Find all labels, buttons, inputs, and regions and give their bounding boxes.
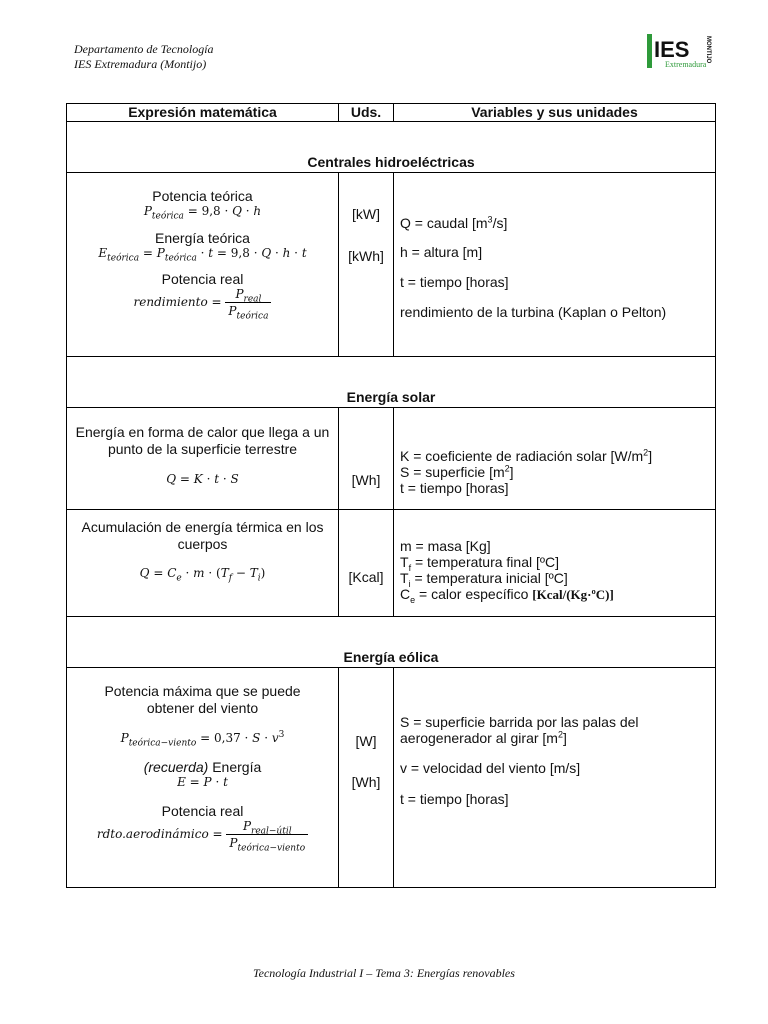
wind-var-surface: S = superficie barrida por las palas del aerogenerador al girar $[m^2]$ [400, 714, 639, 746]
school-logo [647, 34, 713, 70]
page-footer: Tecnología Industrial I – Tema 3: Energías renovables [253, 966, 515, 980]
solar-thermal-formula: $Q = C_e \cdot m \cdot (T_f - T_i)$ [139, 566, 266, 584]
wind-expressions [67, 668, 339, 888]
hydro-energy-label: Energía teórica [155, 230, 250, 246]
hydro-variables [394, 173, 716, 357]
wind-power-formula: $P_{teórica-viento} = 0,37 \cdot S \cdot v^3$ [120, 730, 285, 749]
table-row [67, 173, 716, 357]
solar-heat-expression [67, 408, 339, 510]
hydro-energy-formula: $E_{teórica} = P_{teórica} \cdot t = 9,8 \cdot Q \cdot h \cdot t$ [98, 246, 307, 264]
solar-var-ti: $T_i$ = temperatura inicial [ºC] [400, 570, 568, 589]
hydro-power-formula: $P_{teórica} = 9,8 \cdot Q \cdot h$ [143, 204, 262, 222]
svg-text:IES: IES [654, 37, 690, 62]
col-header-expression: Expresión matemática [67, 104, 339, 122]
wind-units [339, 668, 394, 888]
section-hydro: Centrales hidroeléctricas [67, 122, 716, 173]
hydro-var-time: t = tiempo [horas] [400, 274, 509, 290]
solar-thermal-unit-cell [339, 510, 394, 617]
hydro-var-flow: Q = caudal $[m^3/s]$ [400, 214, 508, 231]
solar-var-k: K = coeficiente de radiación solar $[W/m^2]$ [400, 447, 653, 464]
hydro-var-efficiency: rendimiento de la turbina (Kaplan o Pelton) [400, 304, 667, 320]
hydro-real-power-label: Potencia real [161, 271, 244, 287]
col-header-units: Uds. [339, 104, 394, 122]
solar-thermal-expression [67, 510, 339, 617]
wind-max-power-label: Potencia máxima que se puede obtener del viento [104, 683, 301, 716]
table-header-row [67, 104, 716, 122]
table-row [67, 408, 716, 510]
hydro-efficiency-formula: rendimiento = $\frac{P_{real}}{P_{teórica}}$ [67, 287, 338, 318]
solar-heat-variables [394, 408, 716, 510]
wind-var-time: t = tiempo [horas] [400, 791, 509, 807]
table-row [67, 510, 716, 617]
wind-energy-formula: E = P · t [177, 775, 228, 789]
solar-var-mass: m = masa [Kg] [400, 538, 491, 554]
solar-var-t: t = tiempo [horas] [400, 480, 509, 496]
wind-var-velocity: v = velocidad del viento [m/s] [400, 760, 581, 776]
solar-heat-unit-cell [339, 408, 394, 510]
table-row [67, 668, 716, 888]
hydro-power-label: Potencia teórica [152, 188, 253, 204]
solar-thermal-label: Acumulación de energía térmica en los cuerpos [81, 519, 324, 552]
section-solar: Energía solar [67, 357, 716, 408]
solar-heat-formula: Q = K · t · S [166, 472, 239, 486]
solar-heat-label: Energía en forma de calor que llega a un punto de la superficie terrestre [75, 424, 330, 457]
hydro-var-height: h = altura [m] [400, 244, 483, 260]
header-department: Departamento de Tecnología [74, 42, 214, 56]
formula-table [66, 103, 716, 888]
solar-var-ce: $C_e$ = calor específico [Kcal/(Kg·ºC)] [400, 586, 614, 605]
wind-efficiency-formula: rdto.aerodinámico = $\frac{P_{real-útil}}{P_{teórica-viento}}$ [67, 819, 338, 850]
wind-energy-label: (recuerda) Energía [143, 759, 262, 775]
page-header [74, 42, 214, 72]
wind-unit-energy: [Wh] [351, 774, 381, 790]
svg-text:MONTIJO: MONTIJO [705, 36, 711, 64]
solar-thermal-variables [394, 510, 716, 617]
section-wind: Energía eólica [67, 617, 716, 668]
solar-heat-unit: [Wh] [351, 472, 381, 488]
solar-thermal-unit: [Kcal] [348, 569, 384, 585]
wind-real-power-label: Potencia real [161, 803, 244, 819]
wind-unit-power: [W] [355, 733, 377, 749]
solar-var-tf: $T_f$ = temperatura final [ºC] [400, 554, 559, 573]
header-school: IES Extremadura (Montijo) [74, 57, 207, 71]
hydro-expressions [67, 173, 339, 357]
wind-variables [394, 668, 716, 888]
col-header-variables: Variables y sus unidades [394, 104, 716, 122]
svg-text:Extremadura: Extremadura [665, 60, 707, 69]
hydro-unit-energy: [kWh] [348, 248, 384, 264]
hydro-units [339, 173, 394, 357]
hydro-unit-power: [kW] [352, 206, 380, 222]
solar-var-s: S = superficie $[m^2]$ [400, 463, 514, 480]
